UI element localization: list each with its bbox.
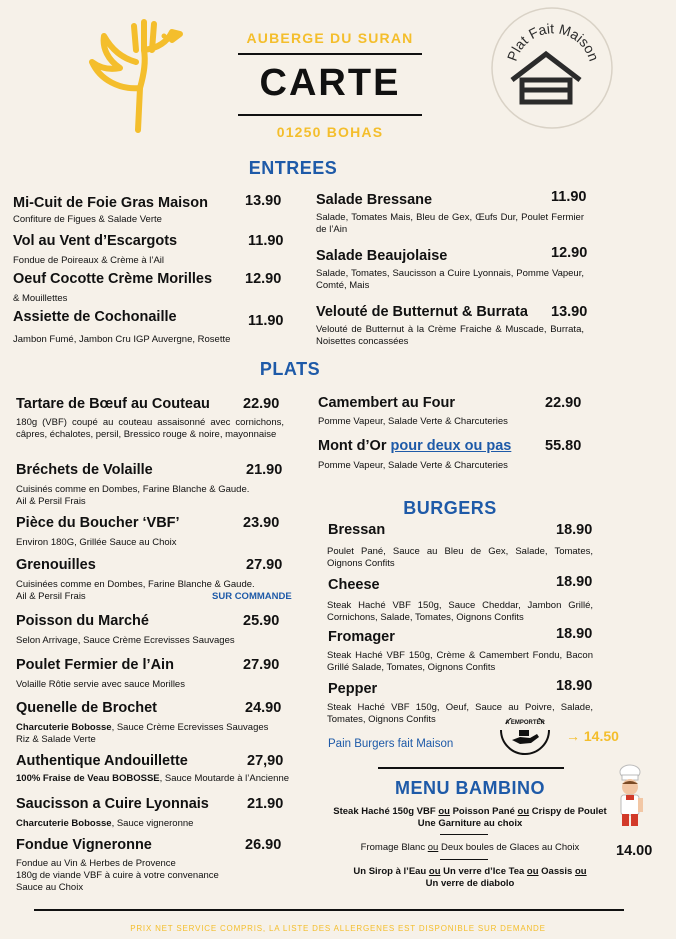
rooster-fork-icon (80, 10, 190, 135)
item-price: 21.90 (246, 462, 283, 478)
item-price: 27,90 (247, 753, 284, 769)
house-icon (490, 6, 614, 130)
item-desc: 180g de viande VBF à cuire à votre convenance (16, 870, 219, 881)
item-desc: 180g (VBF) coupé au couteau assaisonné avec cornichons, câpres, échalotes, persil, Bressico rouge & noire, mayonnaise (16, 417, 284, 440)
item-desc (16, 722, 268, 734)
item-name: Grenouilles (16, 557, 96, 573)
item-name: Bréchets de Volaille (16, 462, 153, 478)
item-name: Velouté de Butternut & Burrata (316, 304, 528, 320)
item-desc: Steak Haché VBF 150g, Crème & Camembert Fondu, Bacon Grillé Salade, Tomates, Oignons Confits (327, 650, 593, 673)
bambino-sep-2 (440, 859, 488, 860)
header-rule-top (238, 53, 422, 55)
item-name: Fromager (328, 629, 395, 645)
item-price: 23.90 (243, 515, 280, 531)
fait-maison-badge (490, 6, 614, 130)
item-desc: & Mouillettes (13, 293, 68, 304)
item-desc: Confiture de Figues & Salade Verte (13, 214, 162, 225)
item-price: 12.90 (551, 245, 588, 261)
item-price: 27.90 (246, 557, 283, 573)
footer-rule (34, 909, 624, 911)
item-desc: Selon Arrivage, Sauce Crème Ecrevisses Sauvages (16, 635, 235, 646)
item-name: Pièce du Boucher ‘VBF’ (16, 515, 180, 531)
item-price: 18.90 (556, 678, 593, 694)
item-name (318, 438, 511, 454)
item-price: 55.80 (545, 438, 582, 454)
item-name: Poisson du Marché (16, 613, 149, 629)
item-name: Salade Beaujolaise (316, 248, 448, 264)
item-price: 21.90 (247, 796, 284, 812)
item-name: Assiette de Cochonaille (13, 309, 177, 325)
item-name: Authentique Andouillette (16, 753, 188, 769)
item-name: Oeuf Cocotte Crème Morilles (13, 271, 213, 287)
item-price: 18.90 (556, 574, 593, 590)
item-name: Salade Bressane (316, 192, 433, 208)
bambino-garnish: Une Garniture au choix (417, 818, 523, 829)
item-desc: Steak Haché VBF 150g, Sauce Cheddar, Jambon Grillé, Cornichons, Salade, Tomates, Oignons Confits (327, 600, 593, 623)
item-price: 13.90 (245, 193, 282, 209)
homemade-bread-note: Pain Burgers fait Maison (328, 738, 454, 750)
item-price: 25.90 (243, 613, 280, 629)
bambino-dessert: Fromage Blanc ou Deux boules de Glaces au Choix (360, 842, 580, 853)
item-price: 11.90 (248, 233, 284, 249)
header-rule-bottom (238, 114, 422, 116)
page-title: CARTE (259, 62, 401, 104)
item-name-text: Mont d’Or (318, 438, 387, 454)
supplier-name: Charcuterie Bobosse (16, 722, 112, 733)
rooster-fork-logo (80, 10, 190, 135)
badge-text: Plat Fait Maison (503, 20, 603, 64)
item-price: 11.90 (551, 189, 587, 205)
bambino-drink-2: Un verre de diabolo (425, 878, 515, 889)
item-desc: Salade, Tomates Mais, Bleu de Gex, Œufs Dur, Poulet Fermier de l’Ain (316, 212, 584, 235)
item-desc: Sauce au Choix (16, 882, 84, 893)
item-desc-rest: , Sauce Crème Ecrevisses Sauvages (111, 722, 269, 733)
supplier-name: 100% Fraise de Veau BOBOSSE (16, 773, 160, 784)
item-desc: Environ 180G, Grillée Sauce au Choix (16, 537, 177, 548)
takeaway-price: → 14.50 (566, 728, 619, 744)
item-desc: Riz & Salade Verte (16, 734, 96, 745)
item-desc: Fondue au Vin & Herbes de Provence (16, 858, 176, 869)
bambino-rule (378, 767, 564, 769)
item-name: Quenelle de Brochet (16, 700, 158, 716)
item-desc: Jambon Fumé, Jambon Cru IGP Auvergne, Rosette (13, 334, 231, 345)
share-link[interactable]: pour deux ou pas (390, 438, 512, 454)
item-name: Tartare de Bœuf au Couteau (16, 396, 210, 412)
bambino-drink: Un Sirop à l’Eau ou Un verre d’Ice Tea ou Oassis ou (353, 866, 587, 877)
item-desc-rest: , Sauce Moutarde à l’Ancienne (159, 773, 290, 784)
item-price: 13.90 (551, 304, 588, 320)
footer-note: PRIX NET SERVICE COMPRIS, LA LISTE DES ALLERGENES EST DISPONIBLE SUR DEMANDE (130, 924, 546, 933)
section-burgers: BURGERS (403, 498, 497, 518)
bambino-main: Steak Haché 150g VBF ou Poisson Pané ou Crispy de Poulet (333, 806, 607, 817)
item-desc (16, 773, 289, 785)
item-name: Poulet Fermier de l’Ain (16, 657, 174, 673)
item-desc: Pomme Vapeur, Salade Verte & Charcuteries (318, 416, 508, 427)
section-entrees: ENTREES (248, 158, 338, 178)
supplier-name: Charcuterie Bobosse (16, 818, 112, 829)
bambino-price: 14.00 (616, 843, 653, 859)
section-plats: PLATS (259, 359, 321, 379)
item-name: Camembert au Four (318, 395, 455, 411)
item-price: 24.90 (245, 700, 282, 716)
order-note: SUR COMMANDE (212, 591, 292, 602)
item-name: Fondue Vigneronne (16, 837, 152, 853)
item-price: 18.90 (556, 626, 593, 642)
item-price: 27.90 (243, 657, 280, 673)
item-desc: Ail & Persil Frais (16, 496, 86, 507)
item-desc: Cuisinés comme en Dombes, Farine Blanche & Gaude. (16, 484, 250, 495)
item-price: 12.90 (245, 271, 282, 287)
item-name: Mi-Cuit de Foie Gras Maison (13, 195, 208, 211)
item-name: Pepper (328, 681, 378, 697)
item-desc (16, 818, 193, 830)
item-price: 18.90 (556, 522, 593, 538)
item-desc: Salade, Tomates, Saucisson a Cuire Lyonnais, Pomme Vapeur, Comté, Mais (316, 268, 584, 291)
bambino-sep-1 (440, 834, 488, 835)
section-bambino: MENU BAMBINO (395, 778, 545, 798)
item-price: 11.90 (248, 313, 284, 329)
item-desc: Poulet Pané, Sauce au Bleu de Gex, Salade, Tomates, Oignons Confits (327, 546, 593, 569)
item-desc: Pomme Vapeur, Salade Verte & Charcuteries (318, 460, 508, 471)
takeaway-badge (498, 718, 552, 758)
item-price: 26.90 (245, 837, 282, 853)
takeaway-label: A EMPORTER (505, 720, 545, 726)
item-name: Cheese (328, 577, 380, 593)
restaurant-name: AUBERGE DU SURAN (246, 30, 414, 46)
item-desc: Cuisinées comme en Dombes, Farine Blanche & Gaude. (16, 579, 255, 590)
item-desc: Fondue de Poireaux & Crème à l’Ail (13, 255, 165, 266)
postcode: 01250 BOHAS (276, 124, 384, 140)
item-name: Bressan (328, 522, 386, 538)
item-desc: Ail & Persil Frais (16, 591, 86, 602)
item-name: Saucisson a Cuire Lyonnais (16, 796, 209, 812)
item-desc: Velouté de Butternut à la Crème Fraiche & Muscade, Burrata, Noisettes concassées (316, 324, 584, 347)
item-name: Vol au Vent d’Escargots (13, 233, 178, 249)
item-price: 22.90 (243, 396, 280, 412)
item-desc-rest: , Sauce vigneronne (111, 818, 194, 829)
item-desc: Steak Haché VBF 150g, Oeuf, Sauce au Poivre, Salade, Tomates, Oignons Confits (327, 702, 593, 725)
item-desc: Volaille Rôtie servie avec sauce Morilles (16, 679, 185, 690)
item-price: 22.90 (545, 395, 582, 411)
